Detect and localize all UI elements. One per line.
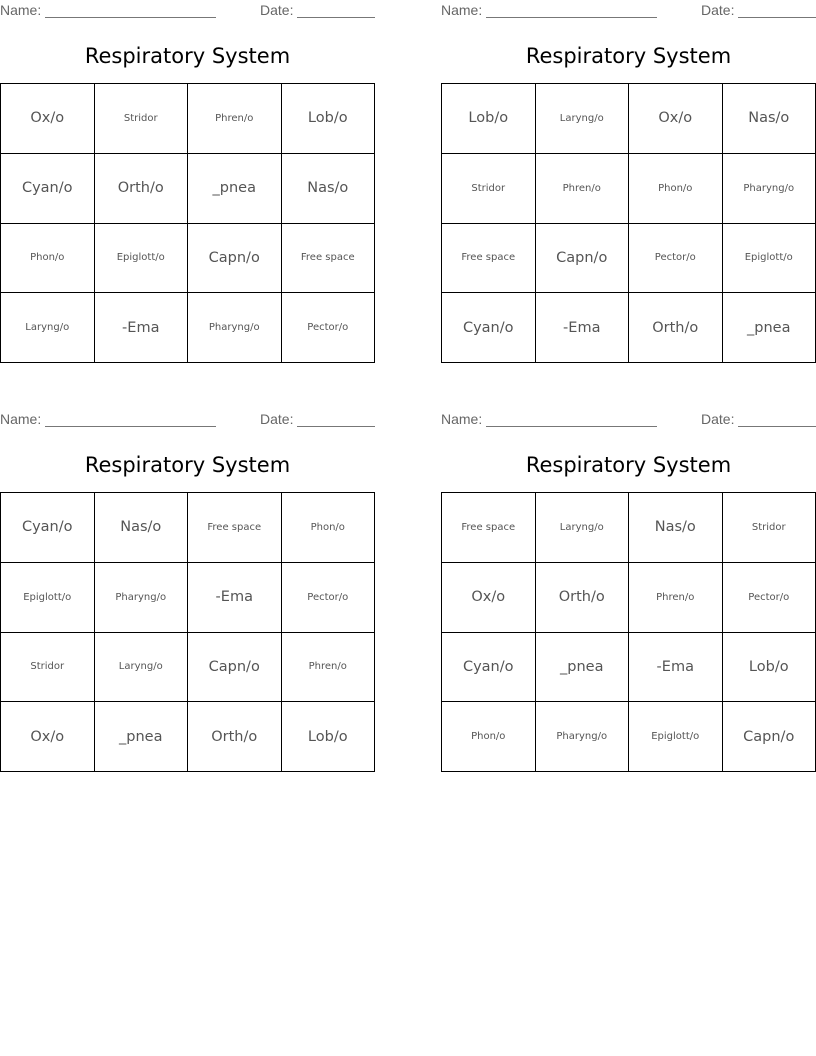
bingo-cell: Capn/o	[723, 702, 816, 772]
card-title: Respiratory System	[525, 44, 732, 68]
bingo-cell: Free space	[282, 224, 376, 294]
bingo-cell: Ox/o	[1, 84, 95, 154]
date-blank-line	[297, 17, 375, 18]
bingo-cell: Orth/o	[536, 563, 630, 633]
bingo-cell: Pharyng/o	[723, 154, 816, 224]
card-title: Respiratory System	[84, 44, 291, 68]
bingo-card-2	[441, 0, 816, 370]
date-blank-line	[297, 426, 375, 427]
bingo-grid	[0, 492, 375, 772]
name-blank-line	[45, 17, 216, 18]
bingo-cell: _pnea	[723, 293, 816, 363]
bingo-cell: Capn/o	[188, 224, 282, 294]
bingo-cell: Orth/o	[95, 154, 189, 224]
bingo-cell: Ox/o	[629, 84, 723, 154]
bingo-cell: Cyan/o	[1, 154, 95, 224]
bingo-grid	[441, 492, 816, 772]
bingo-cell: Phon/o	[282, 493, 376, 563]
bingo-cell: Stridor	[1, 633, 95, 703]
bingo-cell: Ox/o	[442, 563, 536, 633]
bingo-cell: Pector/o	[629, 224, 723, 294]
date-blank-line	[738, 426, 816, 427]
bingo-cell: Phon/o	[442, 702, 536, 772]
card-title: Respiratory System	[525, 453, 732, 477]
bingo-cell: Nas/o	[95, 493, 189, 563]
bingo-cell: Phren/o	[282, 633, 376, 703]
name-date-row	[0, 411, 375, 429]
bingo-cell: Laryng/o	[95, 633, 189, 703]
name-date-row	[0, 2, 375, 20]
bingo-cell: Pector/o	[723, 563, 816, 633]
bingo-cell: Ox/o	[1, 702, 95, 772]
bingo-cell: Orth/o	[188, 702, 282, 772]
bingo-card-1	[0, 0, 375, 370]
bingo-grid	[441, 83, 816, 363]
bingo-cell: Epiglott/o	[1, 563, 95, 633]
bingo-cell: Pector/o	[282, 563, 376, 633]
name-blank-line	[486, 17, 657, 18]
bingo-cell: Laryng/o	[536, 493, 630, 563]
name-label: Name:	[0, 411, 42, 427]
bingo-card-4	[441, 409, 816, 779]
bingo-cell: -Ema	[95, 293, 189, 363]
date-blank-line	[738, 17, 816, 18]
bingo-cell: Epiglott/o	[629, 702, 723, 772]
bingo-cell: Phren/o	[629, 563, 723, 633]
bingo-cell: Free space	[442, 224, 536, 294]
name-label: Name:	[0, 2, 42, 18]
bingo-cell: Pharyng/o	[188, 293, 282, 363]
name-label: Name:	[441, 411, 483, 427]
bingo-cell: Cyan/o	[442, 293, 536, 363]
name-blank-line	[486, 426, 657, 427]
card-title: Respiratory System	[84, 453, 291, 477]
bingo-cell: Nas/o	[282, 154, 376, 224]
bingo-cell: _pnea	[188, 154, 282, 224]
date-label: Date:	[701, 2, 735, 18]
bingo-cell: Stridor	[723, 493, 816, 563]
bingo-cell: Nas/o	[723, 84, 816, 154]
bingo-cell: Pharyng/o	[536, 702, 630, 772]
bingo-cell: Lob/o	[282, 702, 376, 772]
bingo-cell: -Ema	[188, 563, 282, 633]
bingo-cell: -Ema	[629, 633, 723, 703]
bingo-cell: Orth/o	[629, 293, 723, 363]
bingo-cell: Phren/o	[536, 154, 630, 224]
bingo-cell: Nas/o	[629, 493, 723, 563]
bingo-cell: Cyan/o	[1, 493, 95, 563]
date-label: Date:	[260, 2, 294, 18]
bingo-card-3	[0, 409, 375, 779]
name-date-row	[441, 2, 816, 20]
name-label: Name:	[441, 2, 483, 18]
bingo-cell: Phon/o	[1, 224, 95, 294]
bingo-cell: Lob/o	[442, 84, 536, 154]
bingo-cell: -Ema	[536, 293, 630, 363]
bingo-cell: Capn/o	[188, 633, 282, 703]
bingo-cell: Phon/o	[629, 154, 723, 224]
date-label: Date:	[701, 411, 735, 427]
bingo-cell: Cyan/o	[442, 633, 536, 703]
bingo-cell: _pnea	[536, 633, 630, 703]
bingo-grid	[0, 83, 375, 363]
bingo-cell: Laryng/o	[536, 84, 630, 154]
bingo-cell: Lob/o	[282, 84, 376, 154]
date-label: Date:	[260, 411, 294, 427]
bingo-cell: Laryng/o	[1, 293, 95, 363]
bingo-cell: Epiglott/o	[95, 224, 189, 294]
bingo-cell: Free space	[442, 493, 536, 563]
bingo-cell: Phren/o	[188, 84, 282, 154]
bingo-cell: Capn/o	[536, 224, 630, 294]
bingo-cell: Lob/o	[723, 633, 816, 703]
name-date-row	[441, 411, 816, 429]
bingo-cell: Pector/o	[282, 293, 376, 363]
bingo-cell: Stridor	[95, 84, 189, 154]
bingo-cell: Epiglott/o	[723, 224, 816, 294]
bingo-cell: Pharyng/o	[95, 563, 189, 633]
bingo-cell: Free space	[188, 493, 282, 563]
name-blank-line	[45, 426, 216, 427]
bingo-cell: _pnea	[95, 702, 189, 772]
bingo-cell: Stridor	[442, 154, 536, 224]
